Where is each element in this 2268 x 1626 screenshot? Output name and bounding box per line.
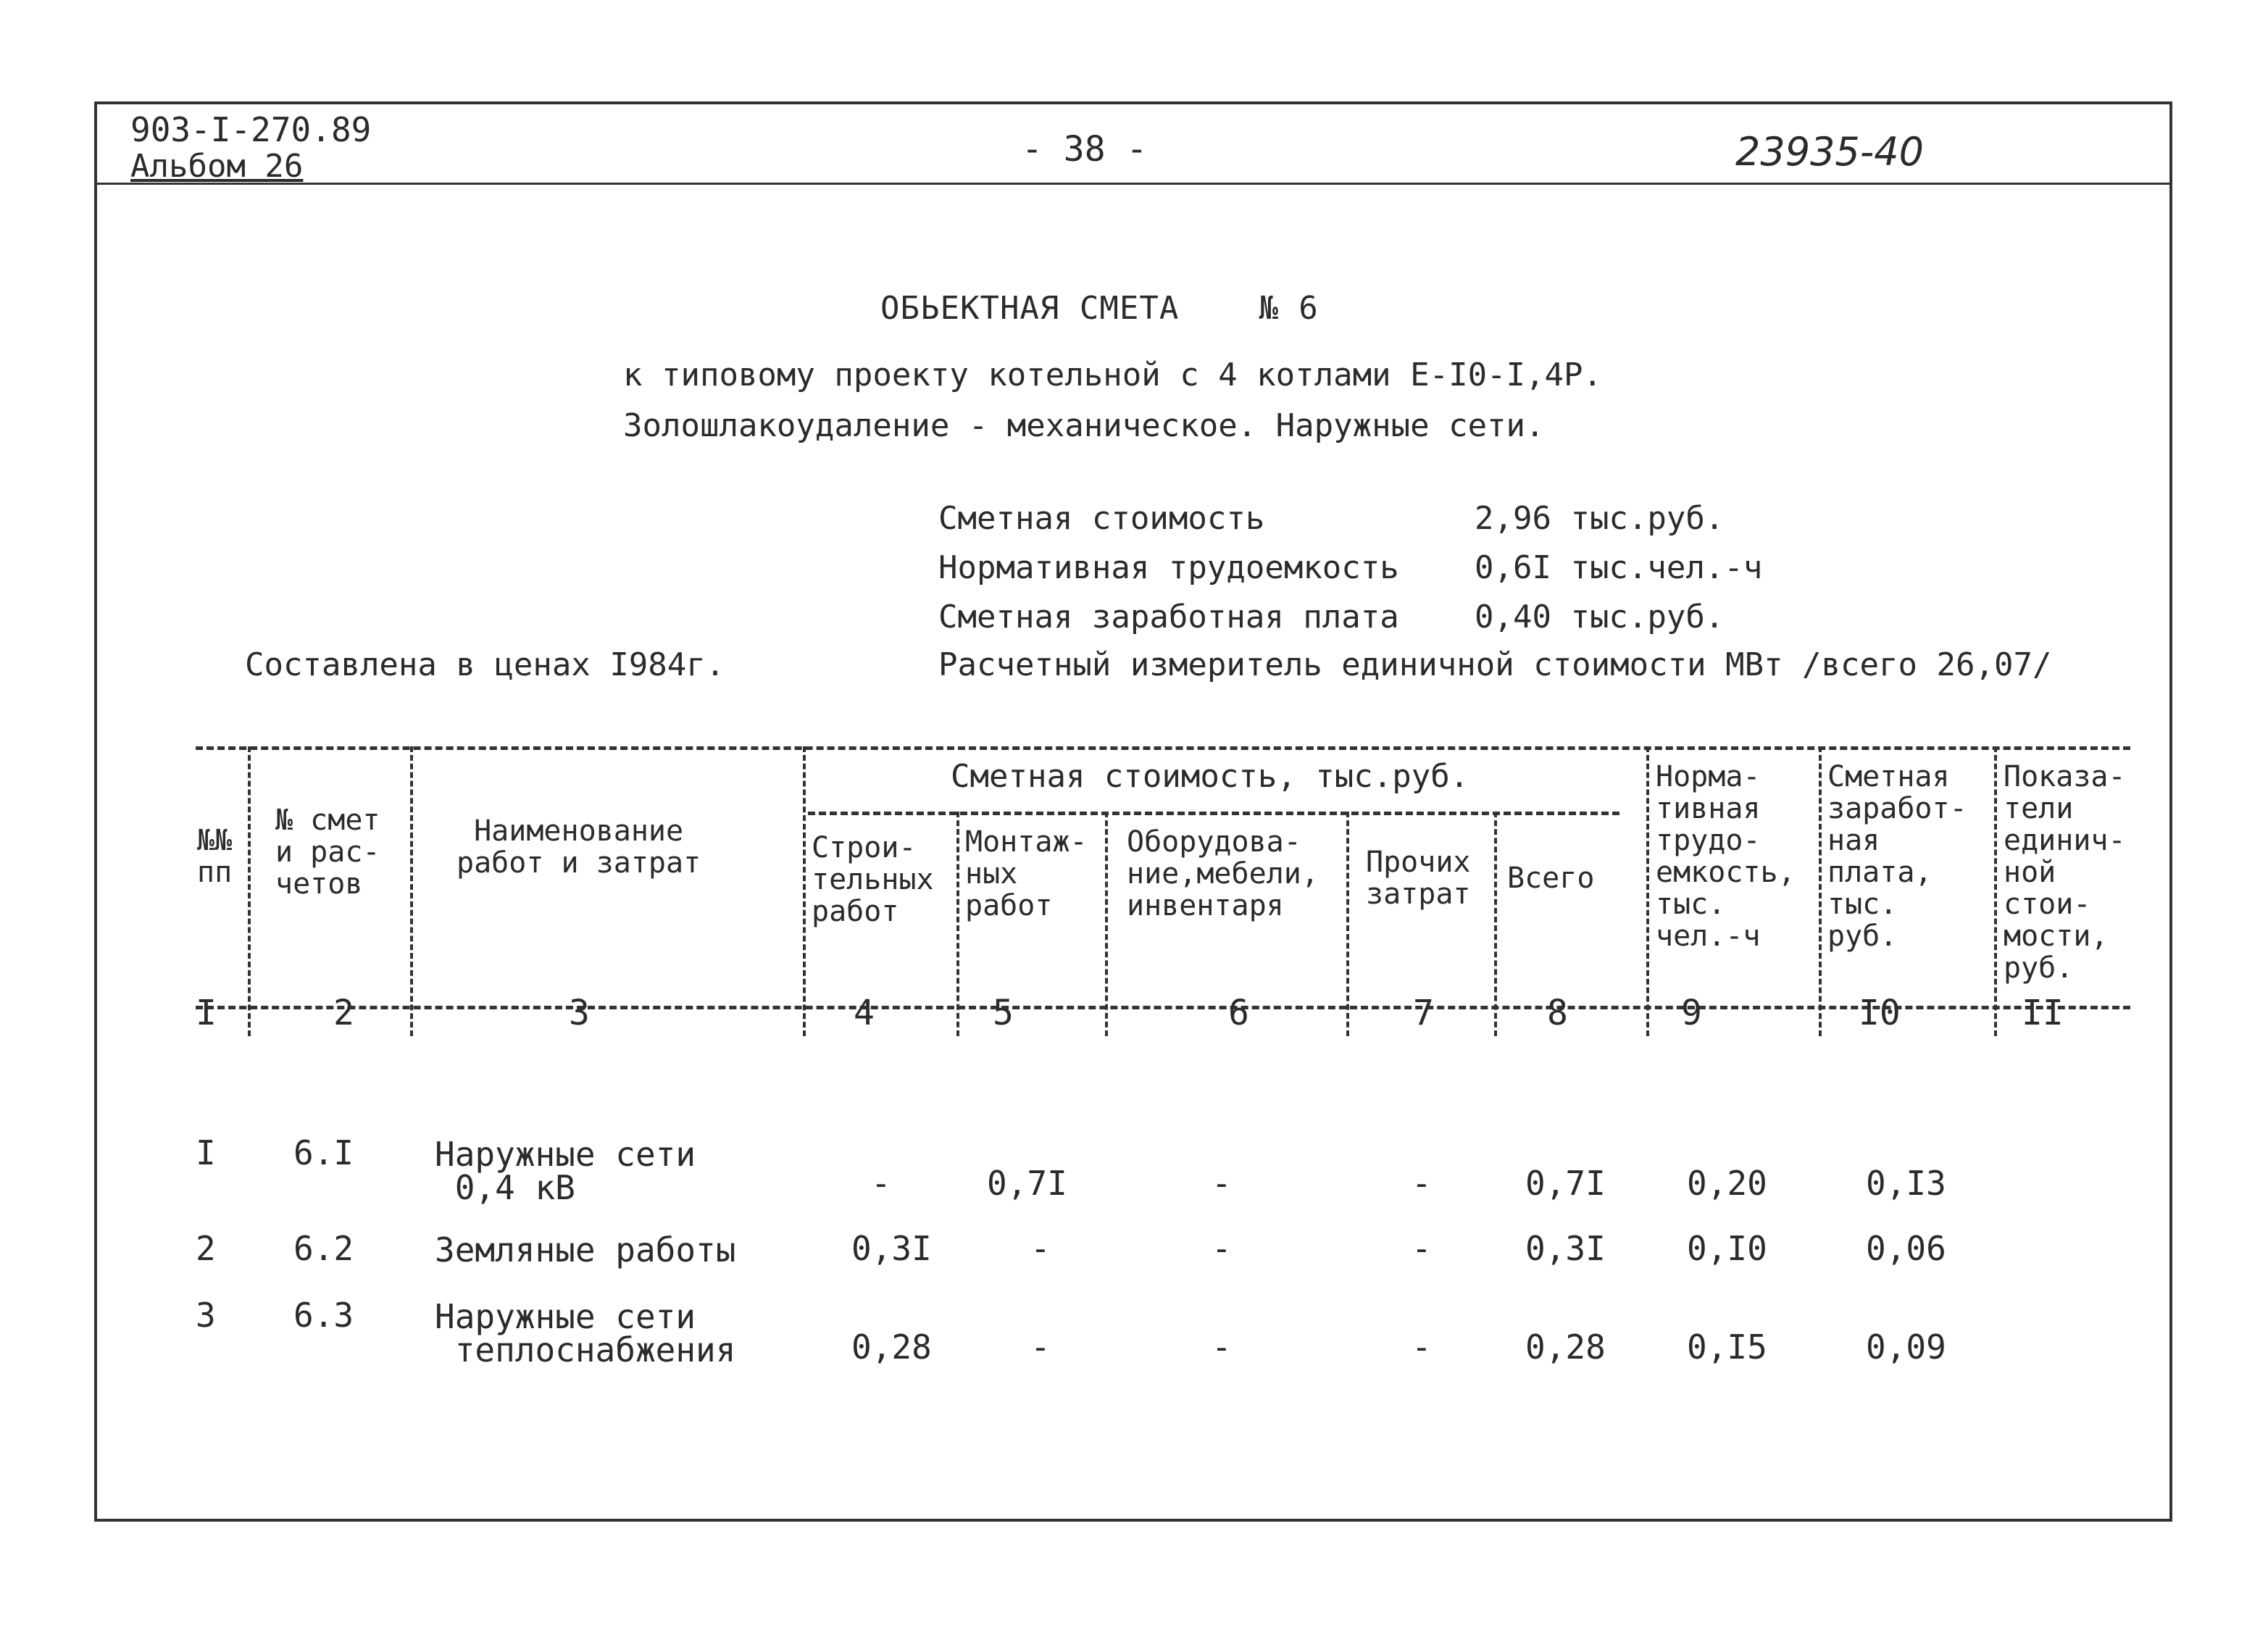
summary-wage-label: Сметная заработная плата bbox=[938, 599, 1399, 635]
table-row-ref: 6.2 bbox=[293, 1229, 354, 1268]
col-divider bbox=[248, 746, 251, 1036]
column-number: 7 bbox=[1413, 993, 1434, 1033]
col-divider bbox=[1646, 746, 1649, 1036]
table-cell-wage: 0,I3 bbox=[1866, 1164, 1946, 1203]
table-cell-construction: 0,3I bbox=[851, 1229, 932, 1268]
col-header-labor: Норма- тивная трудо- емкость, тыс. чел.-ч bbox=[1656, 760, 1796, 953]
estimate-title: ОБЬЕКТНАЯ СМЕТА № 6 bbox=[880, 290, 1319, 327]
table-row-name: Наружные сети теплоснабжения bbox=[435, 1297, 736, 1369]
subtitle-project: к типовому проекту котельной с 4 котлами Е-I0-I,4Р. bbox=[623, 357, 1603, 393]
column-number: 4 bbox=[854, 993, 875, 1033]
table-cell-construction: - bbox=[871, 1164, 891, 1203]
column-number: 5 bbox=[993, 993, 1014, 1033]
col-header-other: Прочих затрат bbox=[1366, 846, 1471, 911]
summary-cost-value: 2,96 тыс.руб. bbox=[1475, 500, 1725, 537]
table-row-number: 3 bbox=[196, 1296, 216, 1335]
table-cell-total: 0,7I bbox=[1525, 1164, 1606, 1203]
col-divider bbox=[1994, 746, 1997, 1036]
project-code: 903-I-270.89 bbox=[130, 110, 372, 149]
table-row-number: I bbox=[196, 1133, 216, 1172]
table-header-bottom-rule bbox=[196, 1006, 2130, 1009]
column-number: 9 bbox=[1681, 993, 1702, 1033]
table-row-ref: 6.I bbox=[293, 1133, 354, 1172]
group-header-cost: Сметная стоимость, тыс.руб. bbox=[951, 758, 1469, 795]
table-cell-other: - bbox=[1412, 1164, 1432, 1203]
col-divider bbox=[1494, 812, 1497, 1036]
measure-note: Расчетный измеритель единичной стоимости МВт /всего 26,07/ bbox=[938, 646, 2052, 683]
table-row-number: 2 bbox=[196, 1229, 216, 1268]
summary-wage-value: 0,40 тыс.руб. bbox=[1475, 599, 1725, 635]
table-cell-equipment: - bbox=[1212, 1229, 1232, 1268]
table-cell-wage: 0,09 bbox=[1866, 1327, 1946, 1367]
column-number: II bbox=[2022, 993, 2064, 1033]
summary-cost-label: Сметная стоимость bbox=[938, 500, 1265, 537]
table-cell-construction: 0,28 bbox=[851, 1327, 932, 1367]
col-divider bbox=[956, 812, 959, 1036]
table-cell-wage: 0,06 bbox=[1866, 1229, 1946, 1268]
table-top-rule bbox=[196, 746, 2130, 750]
table-cell-total: 0,3I bbox=[1525, 1229, 1606, 1268]
col-divider bbox=[410, 746, 413, 1036]
column-number: 2 bbox=[333, 993, 354, 1033]
column-number: I bbox=[196, 993, 217, 1033]
table-cell-total: 0,28 bbox=[1525, 1327, 1606, 1367]
col-header-construction: Строи- тельных работ bbox=[812, 831, 934, 928]
table-row-ref: 6.3 bbox=[293, 1296, 354, 1335]
table-cell-equipment: - bbox=[1212, 1327, 1232, 1367]
col-header-unit-cost: Показа- тели единич- ной стои- мости, руб. bbox=[2004, 760, 2126, 985]
col-header-installation: Монтаж- ных работ bbox=[965, 825, 1088, 922]
table-cell-labor: 0,I5 bbox=[1687, 1327, 1767, 1367]
col-divider bbox=[1819, 746, 1822, 1036]
table-cell-other: - bbox=[1412, 1229, 1432, 1268]
table-cell-installation: - bbox=[1030, 1229, 1051, 1268]
subtitle-scope: Золошлакоудаление - механическое. Наружные сети. bbox=[623, 407, 1545, 444]
col-header-name: Наименование работ и затрат bbox=[456, 814, 701, 880]
table-cell-installation: - bbox=[1030, 1327, 1051, 1367]
col-header-total: Всего bbox=[1507, 862, 1595, 895]
col-header-estimate-ref: № смет и рас- четов bbox=[275, 804, 380, 901]
table-cell-equipment: - bbox=[1212, 1164, 1232, 1203]
column-number: 8 bbox=[1547, 993, 1568, 1033]
col-header-wage: Сметная заработ- ная плата, тыс. руб. bbox=[1827, 760, 1967, 953]
col-divider bbox=[803, 746, 806, 1036]
table-cell-labor: 0,20 bbox=[1687, 1164, 1767, 1203]
document-number: 23935-40 bbox=[1735, 129, 1924, 175]
summary-labor-label: Нормативная трудоемкость bbox=[938, 549, 1399, 586]
table-cell-labor: 0,I0 bbox=[1687, 1229, 1767, 1268]
table-row-name: Наружные сети 0,4 кВ bbox=[435, 1135, 696, 1207]
table-cell-installation: 0,7I bbox=[987, 1164, 1067, 1203]
table-row-name: Земляные работы bbox=[435, 1230, 736, 1269]
page-number: - 38 - bbox=[1022, 129, 1148, 170]
table-cell-other: - bbox=[1412, 1327, 1432, 1367]
prices-note: Составлена в ценах I984г. bbox=[245, 646, 725, 683]
col-divider bbox=[1346, 812, 1349, 1036]
summary-labor-value: 0,6I тыс.чел.-ч bbox=[1475, 549, 1763, 586]
album-label: Альбом 26 bbox=[130, 148, 304, 185]
column-number: 6 bbox=[1228, 993, 1249, 1033]
column-number: 3 bbox=[569, 993, 590, 1033]
col-header-number: №№ пп bbox=[197, 824, 233, 889]
group-header-rule bbox=[808, 812, 1619, 815]
col-header-equipment: Оборудова- ние,мебели, инвентаря bbox=[1127, 825, 1319, 922]
col-divider bbox=[1105, 812, 1108, 1036]
header-divider bbox=[97, 183, 2169, 185]
column-number: I0 bbox=[1859, 993, 1901, 1033]
